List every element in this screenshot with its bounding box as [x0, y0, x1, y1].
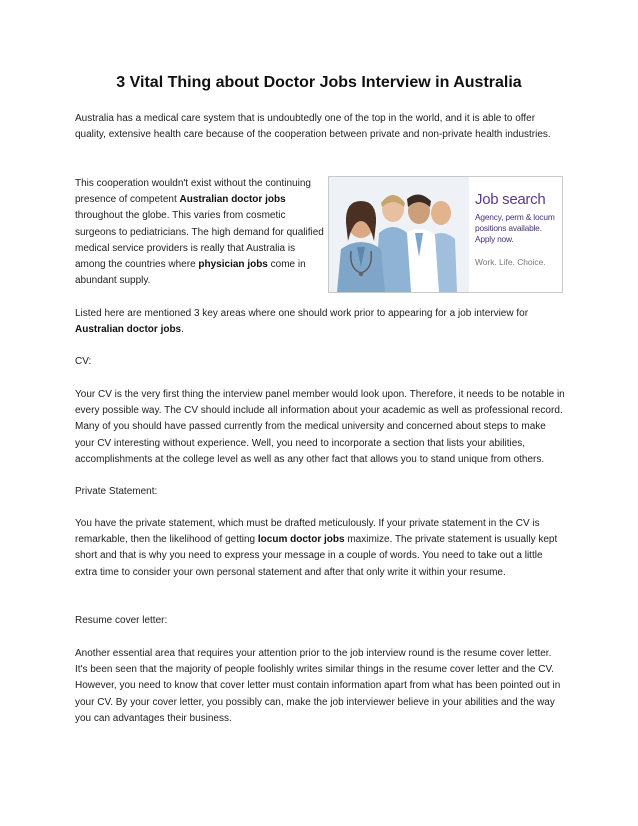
- text-run: come in abundant supply.: [75, 259, 306, 287]
- resume-cover-letter-paragraph: Another essential area that requires your attention prior to the job interview round is the resume cover letter. It's been seen that the majority of people foolishly writes similar things in the resume cover letter and the CV. However, you need to know that cover letter must contain information apart from what has been pointed out in your CV. By your cover letter, you possibly can, make the job interviewer believe in your abilities and the way you can advantages their business.: [75, 648, 561, 724]
- banner-line-2: positions available. Apply now.: [475, 223, 542, 244]
- private-statement-paragraph: [75, 516, 565, 581]
- heading-private-statement: Private Statement:: [75, 486, 158, 497]
- text-run: This cooperation wouldn't exist without the continuing presence of competent: [75, 178, 311, 206]
- cv-paragraph: Your CV is the very first thing the interview panel member would look upon. Therefore, it needs to be notable in every possible way. The CV should include all information about your academic as well as professional record. Many of you should have passed currently from the medical university and concerned about steps to make your CV interesting without experience. Well, you need to incorporate a section that lists your abilities, accomplishments at the college level as well as any other fact that allows you to stand unique from others.: [75, 389, 565, 465]
- heading-resume-cover-letter: Resume cover letter:: [75, 615, 168, 626]
- keyword-physician-jobs: physician jobs: [198, 259, 268, 271]
- document-title: 3 Vital Thing about Doctor Jobs Interview in Australia: [116, 74, 522, 91]
- heading-cv: CV:: [75, 356, 92, 367]
- keyword-australian-doctor-jobs: Australian doctor jobs: [179, 194, 286, 206]
- job-search-banner: [328, 176, 563, 293]
- keyword-australian-doctor-jobs: Australian doctor jobs: [75, 324, 182, 336]
- intro-paragraph: Australia has a medical care system that is undoubtedly one of the top in the world, and it is able to offer quality, extensive health care because of the cooperation between private and non-private health industries.: [75, 113, 551, 141]
- banner-text-block: [475, 191, 559, 267]
- text-run: throughout the globe. This varies from cosmetic surgeons to pediatricians. The high demand for qualified medical service providers is really that Australia is among the countries where: [75, 210, 324, 271]
- doctors-group-image: [329, 177, 469, 292]
- text-run: Listed here are mentioned 3 key areas where one should work prior to appearing for a job interview for: [75, 308, 529, 319]
- banner-footer: Work. Life. Choice.: [475, 257, 546, 267]
- cooperation-paragraph: [75, 176, 327, 289]
- banner-title: Job search: [475, 191, 546, 208]
- text-run: maximize. The private statement is usually kept short and that is why you need to express your message in a couple of words. You need to take out a little extra time to consider your own personal statement and after that only write it within your resume.: [75, 534, 558, 578]
- text-run: .: [181, 324, 184, 336]
- text-run: You have the private statement, which must be drafted meticulously. If your private statement in the CV is remarkable, then the likelihood of getting: [75, 518, 540, 546]
- keyword-locum-doctor-jobs: locum doctor jobs: [257, 534, 345, 546]
- key-areas-paragraph: [75, 306, 565, 338]
- banner-line-1: Agency, perm & locum: [475, 212, 555, 222]
